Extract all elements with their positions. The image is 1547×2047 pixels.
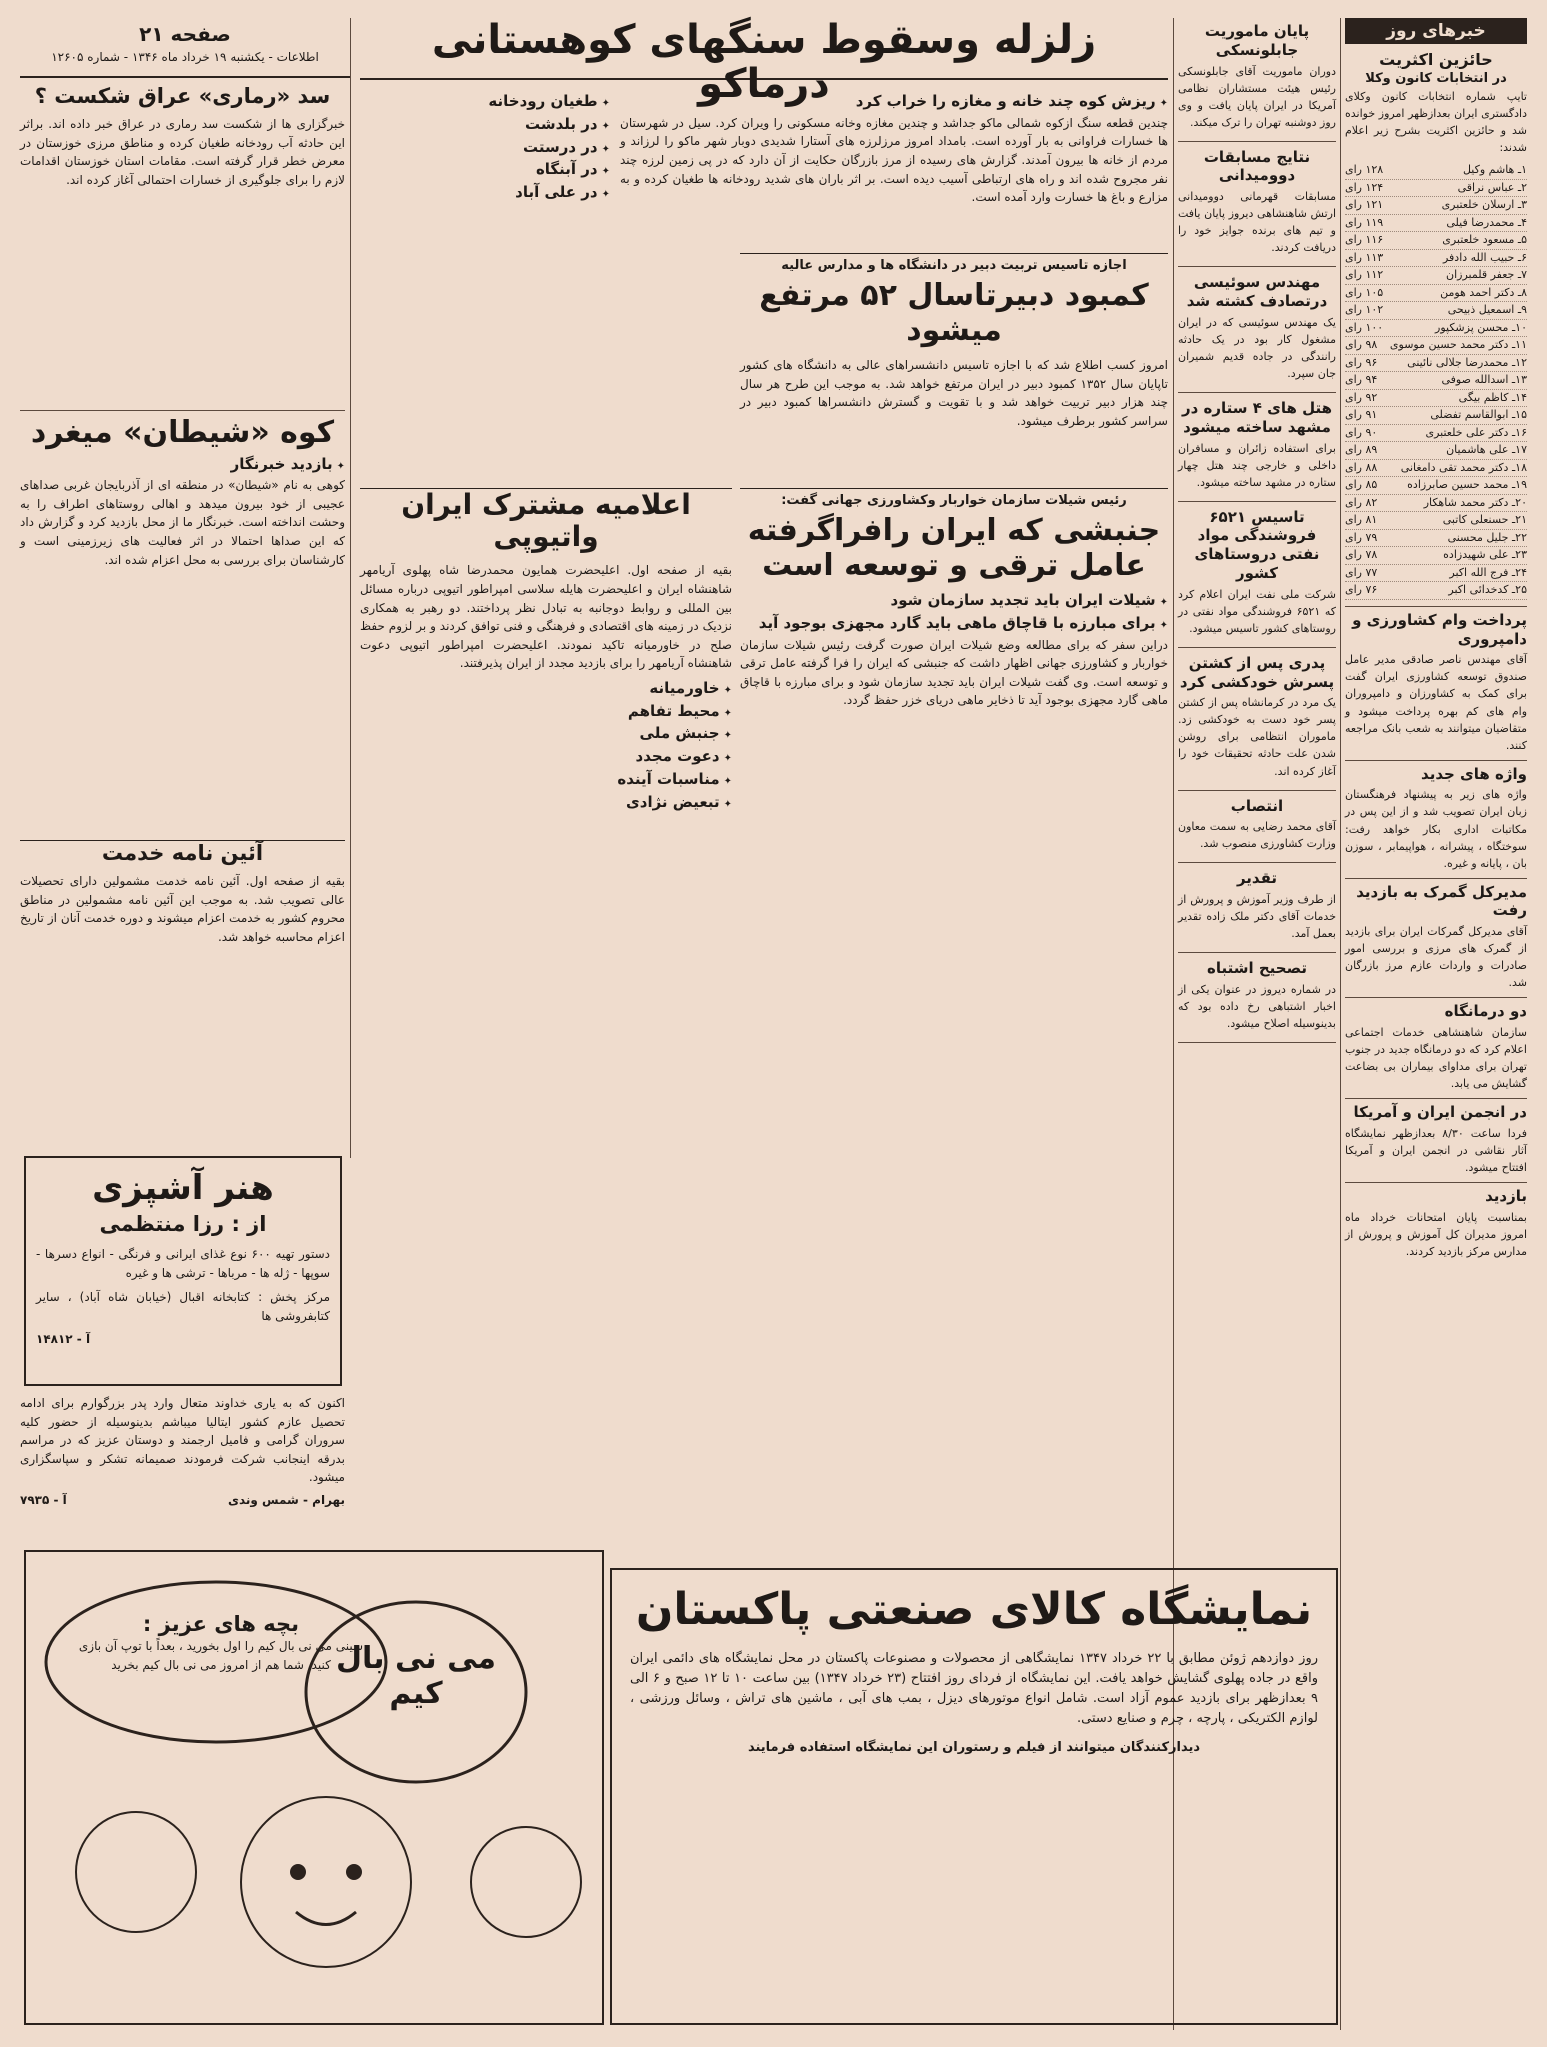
candidate-votes: ۸۸ رای [1345,460,1378,474]
sidebar-news-title: در انجمن ایران و آمریکا [1353,1103,1527,1122]
sidebar-items [1345,606,1527,1260]
thanks-notice-signature: بهرام - شمس وندی [227,1492,345,1507]
sidebar-news-item [1345,606,1527,754]
short-news-title: پایان ماموریت جابلونسکی [1204,22,1310,59]
sidebar-news-of-day [1345,18,1527,2030]
thanks-notice-body: اکنون که به یاری خداوند متعال وارد پدر بزرگوارم برای ادامه تحصیل عازم کشور ایتالیا میباشم بدینوسیله از حضور کلیه سروران گرامی و فامیل ارجمند و دوستان عزیز که در مراسم بدرقه اینجانب شرکت فرمودند صمیمانه تشکر و سپاسگزاری میشود. [20,1396,345,1485]
mini-ball-brand-box [326,1642,506,1742]
thanks-notice-code: آ - ۷۹۳۵ [20,1492,67,1507]
candidate-row [1345,250,1527,268]
candidate-row [1345,582,1527,600]
communique-subhead-6: ✦ تبعیض نژادی [360,793,732,812]
short-news-item [1178,273,1336,393]
candidate-row [1345,215,1527,233]
teachers-headline: کمبود دبیرتاسال ۵۲ مرتفع میشود [759,278,1149,348]
sidebar-news-body: آقای مدیرکل گمرکات ایران برای بازدید از گمرک های مرزی و بررسی امور صادرات و واردات عازم مرز بازرگان شد. [1345,925,1527,990]
cooking-ad-line-2: مرکز پخش : کتابخانه اقبال (خیابان شاه آباد) ، سایر کتابفروشی ها [36,1290,330,1323]
candidate-votes: ۸۵ رای [1345,478,1378,492]
candidate-name: ۱۴ـ کاظم بیگی [1458,390,1527,404]
cooking-ad-author: از : رزا منتظمی [99,1212,267,1236]
candidate-row [1345,442,1527,460]
candidate-votes: ۹۴ رای [1345,373,1378,387]
development-kicker: رئیس شیلات سازمان خواربار وکشاورزی جهانی گفت: [781,493,1127,508]
candidate-votes: ۷۸ رای [1345,548,1378,562]
candidate-row [1345,495,1527,513]
column-rule [350,18,351,1158]
candidate-row [1345,302,1527,320]
sidebar-news-body: واژه های زیر به پیشنهاد فرهنگستان زبان ایران تصویب شد و از این پس در مکاتبات اداری بکار خواهد رفت: سوختگاه ، پیشرانه ، هواپیمابر ، سوزن بان ، پایانه و غیره. [1345,788,1527,870]
communique-subhead-2: ✦ محیط تفاهم [360,702,732,721]
candidate-name: ۱۹ـ محمد حسین صابرزاده [1407,478,1527,492]
candidate-votes: ۱۱۶ رای [1345,233,1384,247]
page-number: صفحه ۲۱ [139,22,231,46]
short-news-title: مهندس سوئیسی درتصادف کشته شد [1186,273,1328,311]
mini-ball-ad [24,1550,604,2025]
short-news-body: برای استفاده زائران و مسافران داخلی و خارجی چند هتل چهار ستاره در مشهد ساخته میشود. [1178,441,1336,489]
lead-story [360,88,1168,248]
short-news-body: شرکت ملی نفت ایران اعلام کرد که ۶۵۲۱ فروشندگی مواد نفتی در روستاهای کشور تاسیس میشود. [1178,587,1336,635]
candidate-row [1345,460,1527,478]
election-heading: حائزین اکثریت [1379,50,1493,69]
candidate-name: ۳ـ ارسلان خلعتبری [1441,198,1527,212]
candidate-votes: ۸۱ رای [1345,513,1378,527]
sidebar-news-title: بازدید [1485,1187,1527,1206]
candidate-name: ۱۸ـ دکتر محمد تقی دامغانی [1400,460,1527,474]
short-news-body: دوران ماموریت آقای جابلونسکی رئیس هیئت مستشاران نظامی آمریکا در ایران پایان یافت و وی روز دوشنبه تهران را ترک میکند. [1178,64,1336,129]
lead-subhead-6: ✦ در علی آباد [360,183,610,202]
pakistan-ad-body: روز دوازدهم ژوئن مطابق با ۲۲ خرداد ۱۳۴۷ نمایشگاهی از محصولات و مصنوعات پاکستان در محل نمایشگاه های دائمی ایران واقع در جاده پهلوی گشایش خواهد یافت. این نمایشگاه از فردای روز افتتاح (۲۳ خرداد ۱۳۴۷) بین ساعت ۱۰ تا ۱۲ صبح و ۶ الی ۹ بعدازظهر برای بازدید عموم آزاد است. شامل انواع موتورهای دیزل ، بمب های آبی ، ماشین های تراش ، وسائل ورزشی ، لوازم الکتریکی ، پارچه ، چرم و صنایع دستی. [630,1651,1319,1727]
candidate-name: ۴ـ محمدرضا فیلی [1446,215,1527,229]
candidate-votes: ۷۶ رای [1345,583,1378,597]
candidate-votes: ۱۱۲ رای [1345,268,1384,282]
candidate-row [1345,372,1527,390]
candidate-votes: ۱۲۱ رای [1345,198,1384,212]
candidate-name: ۱۶ـ دکتر علی خلعتبری [1425,425,1527,439]
eye-icon [290,1864,306,1880]
candidate-name: ۱۷ـ علی هاشمیان [1446,443,1527,457]
short-news-list [1178,22,1336,1043]
short-news-body: آقای محمد رضایی به سمت معاون وزارت کشاورزی منصوب شد. [1178,820,1336,851]
short-news-item [1178,148,1336,268]
candidate-votes: ۱۱۹ رای [1345,215,1384,229]
lead-subhead-1: ✦ ریزش کوه چند خانه و مغازه را خراب کرد [620,92,1168,111]
candidate-votes: ۱۰۲ رای [1345,303,1384,317]
lead-subhead-4: ✦ در درستت [360,138,610,157]
candidate-row [1345,565,1527,583]
short-news-title: تقدیر [1236,869,1278,888]
candidate-votes: ۹۶ رای [1345,355,1378,369]
candidate-votes: ۸۹ رای [1345,443,1378,457]
candidate-votes: ۷۷ رای [1345,565,1378,579]
candidate-name: ۱ـ هاشم وکیل [1462,163,1527,177]
mini-ball-text [76,1612,366,1722]
candidate-row [1345,320,1527,338]
newspaper-page [20,18,1527,2030]
short-news-item [1178,959,1336,1043]
development-story [740,488,1168,1148]
sidebar-news-title: دو درمانگاه [1444,1002,1527,1021]
candidate-row [1345,425,1527,443]
candidate-row [1345,355,1527,373]
candidate-name: ۱۰ـ محسن پزشکپور [1435,320,1527,334]
candidate-name: ۱۵ـ ابوالقاسم تفضلی [1430,408,1527,422]
sidebar-news-title: واژه های جدید [1421,764,1527,783]
candidate-name: ۱۳ـ اسدالله صوفی [1441,373,1527,387]
candidate-row [1345,285,1527,303]
sidebar-news-item [1345,997,1527,1092]
candidate-name: ۲۳ـ علی شهیدزاده [1443,548,1527,562]
edition-line: اطلاعات - یکشنبه ۱۹ خرداد ماه ۱۳۴۶ - شماره ۱۲۶۰۵ [51,50,319,64]
candidate-row [1345,512,1527,530]
candidate-votes: ۹۲ رای [1345,390,1378,404]
short-news-item [1178,508,1336,648]
short-news-item [1178,797,1336,864]
short-news-title: هتل های ۴ ستاره در مشهد ساخته میشود [1181,399,1333,436]
lead-subhead-5: ✦ در آبنگاه [360,160,610,179]
candidate-votes: ۱۲۴ رای [1345,180,1384,194]
development-headline: جنبشی که ایران رافراگرفته عامل ترقی و توسعه است [747,513,1161,583]
candidate-votes: ۸۲ رای [1345,495,1378,509]
development-body: دراین سفر که برای مطالعه وضع شیلات ایران صورت گرفت رئیس شیلات سازمان خواربار و کشاورزی جهانی اظهار داشت که جنبشی که ایران را فرا گرفته عامل ترقی و توسعه است. وی گفت شیلات ایران باید تجدید سازمان شود و برای مبارزه با قاچاق ماهی گارد مجهزی بوجود آید تا ذخایر ماهی دریای خزر حفظ گردد. [740,637,1168,708]
candidate-name: ۲۵ـ کدخدائی اکبر [1448,583,1527,597]
candidate-row [1345,267,1527,285]
short-news-body: مسابقات قهرمانی دوومیدانی ارتش شاهنشاهی دیروز پایان یافت و تیم های برنده جوایز خود را دریافت کردند. [1178,190,1336,255]
sidebar-news-item [1345,878,1527,992]
sad-omari-headline: سد «رماری» عراق شکست ؟ [34,84,331,108]
short-news-item [1178,22,1336,142]
candidate-list [1345,162,1527,600]
candidate-row [1345,477,1527,495]
cooking-ad-title: هنر آشپزی [92,1168,274,1208]
short-news-body: در شماره دیروز در عنوان یکی از اخبار اشتباهی رخ داده بود که بدینوسیله اصلاح میشود. [1178,983,1336,1031]
communique-subhead-1: ✦ خاورمیانه [360,679,732,698]
development-subhead: ✦ شیلات ایران باید تجدید سازمان شود [740,591,1168,610]
pakistan-ad-title: نمایشگاه کالای صنعتی پاکستان [635,1584,1313,1635]
short-news-item [1178,654,1336,791]
election-subheading: در انتخابات کانون وکلا [1365,71,1507,87]
short-news-body: یک مهندس سوئیسی که در ایران مشغول کار بود در یک حادثه رانندگی در جاده قدیم شمیران جان سپرد. [1178,315,1336,381]
sidebar-news-item [1345,760,1527,872]
communique-headline: اعلامیه مشترک ایران واتیوپی [401,488,691,554]
candidate-votes: ۱۰۵ رای [1345,285,1384,299]
candidate-name: ۲۰ـ دکتر محمد شاهکار [1423,495,1527,509]
candidate-row [1345,390,1527,408]
sidebar-news-item [1345,1182,1527,1260]
cooking-ad-code: آ - ۱۴۸۱۲ [36,1331,91,1346]
short-news-title: پدری پس از کشتن پسرش خودکشی کرد [1179,653,1335,691]
short-news-body: از طرف وزیر آموزش و پرورش از خدمات آقای دکتر ملک زاده تقدیر بعمل آمد. [1178,893,1336,941]
development-subhead-2: ✦ برای مبارزه با قاچاق ماهی باید گارد مجهزی بوجود آید [740,614,1168,633]
shaitan-subhead: ✦ بازدید خبرنگار [20,455,345,474]
cooking-ad-line-1: دستور تهیه ۶۰۰ نوع غذای ایرانی و فرنگی - انواع دسرها - سوپها - ژله ها - مرباها - ترشی ها و غیره [36,1247,330,1280]
thanks-notice [20,1394,345,1544]
teachers-story [740,253,1168,483]
candidate-name: ۲۱ـ حسنعلی کاتبی [1442,513,1527,527]
candidate-row [1345,337,1527,355]
mini-ball-tagline: سینی می نی بال کیم را اول بخورید ، بعداً با توپ آن بازی کنید. شما هم از امروز می نی بال کیم بخرید [78,1639,364,1672]
teachers-body: امروز کسب اطلاع شد که با اجازه تاسیس دانشسراهای عالی به دانشگاه های کشور تاپایان سال ۱۳۵۲ کمبود دبیر در ایران مرتفع خواهد شد. به موجب این طرح هر سال چند هزار دبیر تربیت خواهد شد و با تقویت و گسترش دانشسراها کمبود دبیر در سراسر کشور برطرف میشود. [740,358,1168,428]
short-news-title: تصحیح اشتباه [1206,959,1307,978]
candidate-votes: ۱۰۰ رای [1345,320,1384,334]
sidebar-title: خبرهای روز [1345,18,1527,44]
smile-icon [296,1912,356,1925]
short-news-title: تاسیس ۶۵۲۱ فروشندگی مواد نفتی دروستاهای کشور [1194,507,1320,582]
candidate-name: ۱۱ـ دکتر محمد حسین موسوی [1389,338,1527,352]
sidebar-news-body: فردا ساعت ۸/۳۰ بعدازظهر نمایشگاه آثار نقاشی در انجمن ایران و آمریکا افتتاح میشود. [1345,1127,1527,1175]
sad-omari-story [20,84,345,404]
candidate-row [1345,530,1527,548]
candidate-row [1345,407,1527,425]
candidate-row [1345,180,1527,198]
ball-icon [471,1827,581,1937]
communique-subhead-3: ✦ جنبش ملی [360,724,732,743]
sidebar-news-title: مدیرکل گمرک به بازدید رفت [1356,882,1527,920]
candidate-votes: ۱۲۸ رای [1345,163,1384,177]
khedmat-body: بقیه از صفحه اول. آئین نامه خدمت مشمولین دارای تحصیلات عالی تصویب شد. به موجب این آئین نامه مشمولین در مناطق محروم کشور به خدمت اعزام میشوند و دوره خدمت آنان از تاریخ اعزام محاسبه خواهد شد. [20,874,345,944]
short-news-title: نتایج مسابقات دوومیدانی [1203,147,1311,185]
sidebar-news-title: پرداخت وام کشاورزی و دامپروری [1352,610,1527,648]
candidate-votes: ۹۱ رای [1345,408,1378,422]
lead-subhead-3: ✦ در بلدشت [360,115,610,134]
masthead [20,18,350,78]
candidate-name: ۲۲ـ جلیل محسنی [1447,530,1527,544]
lead-headline: زلزله وسقوط سنگهای کوهستانی درماکو [431,17,1097,107]
mini-ball-brand: می نی بال کیم [336,1641,496,1711]
candidate-row [1345,232,1527,250]
short-news-title: انتصاب [1230,796,1284,815]
cooking-ad [24,1156,342,1386]
pakistan-ad [610,1568,1338,2025]
candidate-votes: ۹۸ رای [1345,338,1378,352]
candidate-votes: ۹۰ رای [1345,425,1378,439]
lead-body: چندین قطعه سنگ ازکوه شمالی ماکو جداشد و چندین مغازه وخانه مسکونی را ویران کرد. سیل در شهرستان ها خسارات فراوانی به بار آورده است. بامداد امروز مرزلرزه های آستارا شدیدی دوبار شهر ماکو را لرزاند و مردم از خانه ها بیرون آمدند. گزارش های رسیده از مرز بازرگان حکایت از آن دارد که در پی زمین لرزه چند نفر مجروح شده اند و راه های ارتباطی آسیب دیده است. بر اثر باران های شدید رودخانه ها طغیان کرده و به مزارع و باغ ها خسارت وارد آمده است. [620,115,1168,205]
khedmat-story [20,840,345,1150]
lead-subhead-2: ✦ طغیان رودخانه [360,92,610,111]
sidebar-news-body: بمناسبت پایان امتحانات خرداد ماه امروز مدیران کل آموزش و پرورش از مدارس مرکز بازدید کردند. [1345,1210,1527,1258]
candidate-name: ۸ـ دکتر احمد هومن [1440,285,1527,299]
sad-omari-body: خبرگزاری ها از شکست سد رماری در عراق خبر داده اند. براثر این حادثه آب رودخانه طغیان کرده و مناطق مرزی خوزستان در معرض خطر قرار گرفته است. مقامات استان خوزستان اقدامات لازم را برای جلوگیری از خسارات احتمالی آغاز کرده اند. [20,117,345,187]
mini-ball-greeting: بچه های عزیز : [142,1612,300,1636]
communique-subhead-4: ✦ دعوت مجدد [360,747,732,766]
pakistan-ad-footer: دیدارکنندگان میتوانند از فیلم و رستوران این نمایشگاه استفاده فرمایند [747,1739,1201,1755]
short-news-item [1178,869,1336,953]
candidate-votes: ۷۹ رای [1345,530,1378,544]
candidate-row [1345,162,1527,180]
shaitan-story [20,416,345,836]
communique-body: بقیه از صفحه اول. اعلیحضرت همایون محمدرضا شاه پهلوی آریامهر شاهنشاه ایران و اعلیحضرت هایله سلاسی امپراطور اتیوپی درباره مسائل بین المللی و روابط دوجانبه به تبادل نظر پرداختند. دو رهبر به همکاری نزدیک در زمینه های اقتصادی و فرهنگی و فنی توافق کردند و بر لزوم حفظ صلح در خاورمیانه تاکید نمودند. اعلیحضرت امپراطور اتیوپی دعوت شاهنشاه آریامهر را برای بازدید مجدد از ایران پذیرفتند. [360,563,732,671]
short-news-item [1178,399,1336,502]
candidate-name: ۵ـ مسعود خلعتبری [1442,233,1527,247]
candidate-name: ۲۴ـ فرج الله اکبر [1449,565,1527,579]
sidebar-news-body: آقای مهندس ناصر صادقی مدیر عامل صندوق توسعه کشاورزی ایران گفت برای کمک به کشاورزان و دامپروران وام های کم بهره پرداخت میشود و متقاضیان میتوانند به شعب بانک مراجعه کنند. [1345,653,1527,752]
candidate-name: ۹ـ اسمعیل ذبیحی [1447,303,1527,317]
girl-face-icon [241,1797,411,1967]
shaitan-body: کوهی به نام «شیطان» در منطقه ای از آذربایجان غربی صداهای عجیبی از خود بیرون میدهد و اهالی روستاهای اطراف را به وحشت انداخته است. خبرنگار ما از محل بازدید کرد و گزارش داد که این صداها احتمالا در اثر فعالیت های زیرزمینی است و کارشناسان برای بررسی به محل اعزام شده اند. [20,478,345,567]
eye-icon [346,1864,362,1880]
short-news-body: یک مرد در کرمانشاه پس از کشتن پسر خود دست به خودکشی زد. ماموران انتظامی برای روشن شدن علت حادثه تحقیقات خود را آغاز کرده اند. [1178,696,1336,778]
election-intro: تایپ شماره انتخابات کانون وکلای دادگستری ایران بعدازظهر امروز خوانده شد و حائزین اکثریت بشرح زیر اعلام شدند: [1345,90,1527,155]
communique-subhead-5: ✦ مناسبات آینده [360,770,732,789]
candidate-name: ۷ـ جعفر قلمبرزان [1446,268,1527,282]
section-rule [20,410,345,411]
shaitan-headline: کوه «شیطان» میغرد [30,415,335,450]
column-rule [1340,18,1341,2030]
ball-icon [76,1812,196,1932]
sidebar-news-body: سازمان شاهنشاهی خدمات اجتماعی اعلام کرد که دو درمانگاه جدید در جنوب تهران برای مداوای بیماران بی بضاعت گشایش می یابد. [1345,1026,1527,1091]
candidate-name: ۶ـ حبیب الله دادفر [1442,250,1527,264]
sidebar-news-item [1345,1098,1527,1176]
candidate-votes: ۱۱۳ رای [1345,250,1384,264]
candidate-name: ۱۲ـ محمدرضا جلالی نائینی [1407,355,1527,369]
teachers-kicker: اجازه تاسیس تربیت دبیر در دانشگاه ها و مدارس عالیه [781,258,1127,273]
communique-story [360,488,732,1148]
candidate-row [1345,547,1527,565]
candidate-name: ۲ـ عباس نراقی [1457,180,1527,194]
candidate-row [1345,197,1527,215]
khedmat-headline: آئین نامه خدمت [101,841,264,865]
